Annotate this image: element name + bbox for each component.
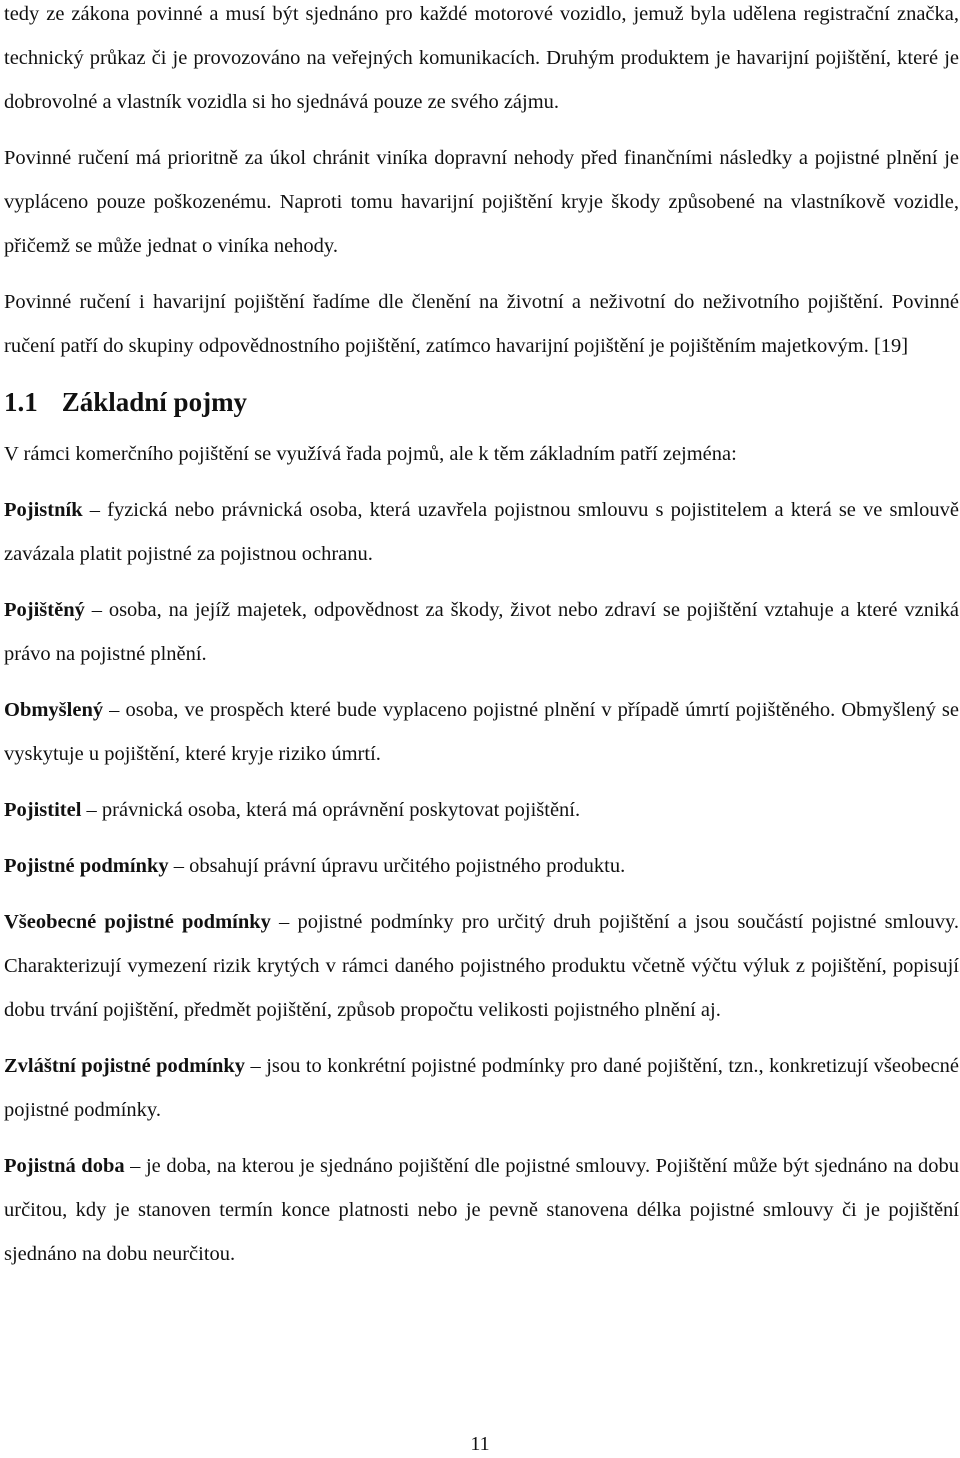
definition-item (4, 788, 959, 832)
paragraph-continuation: tedy ze zákona povinné a musí být sjednáno pro každé motorové vozidlo, jemuž byla udělena registrační značka, technický průkaz či je provozováno na veřejných komunikacích. Druhým produktem je havarijní pojištění, které je dobrovolné a vlastník vozidla si ho sjednává pouze ze svého zájmu. (4, 3, 959, 113)
definition-term: Pojištěný (4, 599, 85, 621)
definition-term: Všeobecné pojistné podmínky (4, 911, 271, 933)
definition-text: – právnická osoba, která má oprávnění poskytovat pojištění. (81, 799, 581, 821)
definition-item (4, 1144, 959, 1276)
section-heading (4, 380, 959, 424)
definition-item (4, 900, 959, 1032)
definition-term: Pojistná doba (4, 1155, 125, 1177)
definition-item (4, 488, 959, 576)
section-title: Základní pojmy (61, 387, 248, 417)
page-number: 11 (470, 1433, 490, 1455)
definition-term: Pojistitel (4, 799, 82, 821)
definition-term: Zvláštní pojistné podmínky (4, 1055, 246, 1077)
definition-term: Obmyšlený (4, 699, 104, 721)
definition-item (4, 688, 959, 776)
definition-text: – fyzická nebo právnická osoba, která uzavřela pojistnou smlouvu s pojistitelem a která se ve smlouvě zavázala platit pojistné za pojistnou ochranu. (4, 499, 959, 565)
definition-item (4, 1044, 959, 1132)
definition-text: – obsahují právní úpravu určitého pojistného produktu. (168, 855, 626, 877)
definition-text: – osoba, na jejíž majetek, odpovědnost za škody, život nebo zdraví se pojištění vztahuje a které vzniká právo na pojistné plnění. (4, 599, 959, 665)
paragraph-liability-vs-collision: Povinné ručení má prioritně za úkol chránit viníka dopravní nehody před finančními následky a pojistné plnění je vypláceno pouze poškozenému. Naproti tomu havarijní pojištění kryje škody způsobené na vlastníkově vozidle, přičemž se může jednat o viníka nehody. (4, 147, 959, 257)
definition-text: – osoba, ve prospěch které bude vyplaceno pojistné plnění v případě úmrtí pojištěného. Obmyšlený se vyskytuje u pojištění, které kryje riziko úmrtí. (4, 699, 959, 765)
definition-item (4, 588, 959, 676)
definition-text: – jsou to konkrétní pojistné podmínky pro dané pojištění, tzn., konkretizují všeobecné pojistné podmínky. (4, 1055, 959, 1121)
paragraph-classification: Povinné ručení i havarijní pojištění řadíme dle členění na životní a neživotní do neživotního pojištění. Povinné ručení patří do skupiny odpovědnostního pojištění, zatímco havarijní pojištění je pojištěním majetkovým. [19] (4, 291, 959, 357)
definition-term: Pojistné podmínky (4, 855, 169, 877)
definition-text: – je doba, na kterou je sjednáno pojištění dle pojistné smlouvy. Pojištění může být sjednáno na dobu určitou, kdy je stanoven termín konce platnosti nebo je pevně stanovena délka pojistné smlouvy či je pojištění sjednáno na dobu neurčitou. (4, 1155, 959, 1265)
section-intro: V rámci komerčního pojištění se využívá řada pojmů, ale k těm základním patří zejména: (4, 443, 737, 465)
definition-term: Pojistník (4, 499, 83, 521)
definition-text: – pojistné podmínky pro určitý druh pojištění a jsou součástí pojistné smlouvy. Charakterizují vymezení rizik krytých v rámci daného pojistného produktu včetně výčtu výluk z pojištění, popisují dobu trvání pojištění, předmět pojištění, způsob propočtu velikosti pojistného plnění aj. (4, 911, 959, 1021)
page-content (4, 0, 959, 1288)
section-number: 1.1 (4, 387, 38, 417)
definition-item (4, 844, 959, 888)
